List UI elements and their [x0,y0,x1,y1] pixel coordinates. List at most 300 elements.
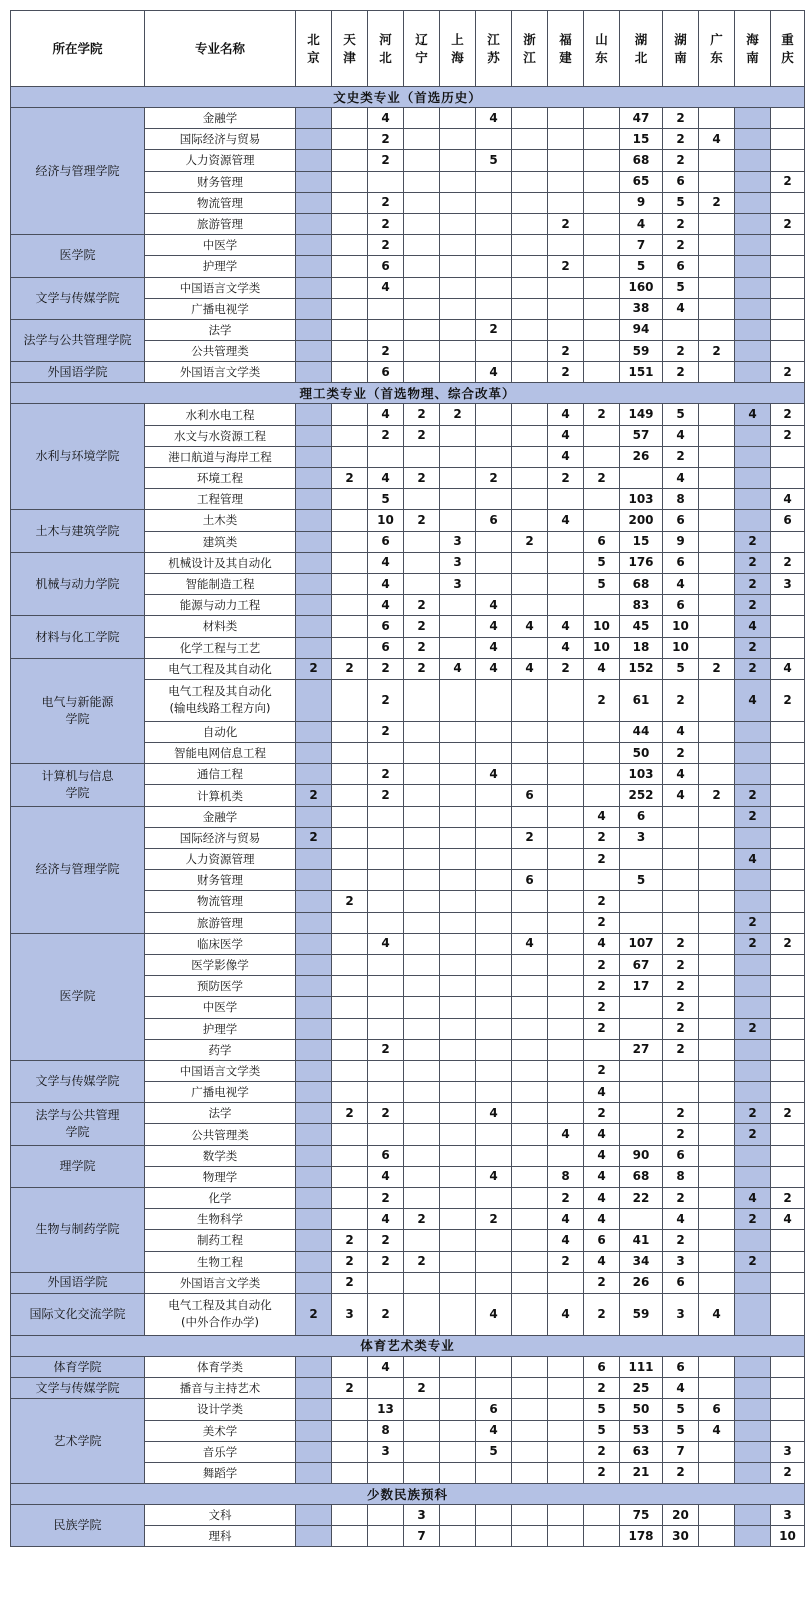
cell-text-line: 智能制造工程 [185,577,255,592]
quota-cell [404,1103,440,1124]
quota-cell [440,1526,476,1547]
major-name-cell [145,1272,296,1293]
major-name-cell [145,743,296,764]
quota-cell [332,298,368,319]
quota-cell [368,997,404,1018]
quota-cell [771,108,805,129]
quota-cell [296,235,332,256]
major-name-cell [145,468,296,489]
quota-cell: 8 [548,1166,584,1187]
quota-cell [548,1082,584,1103]
quota-cell: 2 [404,468,440,489]
quota-cell [735,1441,771,1462]
quota-cell: 2 [584,891,620,912]
cell-text-line: 体育学类 [197,1360,243,1375]
major-name-cell [145,1230,296,1251]
quota-cell: 7 [663,1441,699,1462]
quota-cell [296,997,332,1018]
quota-cell [368,806,404,827]
quota-cell [296,1378,332,1399]
quota-cell [296,213,332,234]
quota-cell: 59 [620,341,663,362]
quota-cell [771,1420,805,1441]
cell-text-line: 外国语学院 [47,1275,108,1290]
quota-cell: 2 [332,1378,368,1399]
cell-text-line: 医学院 [59,989,96,1004]
quota-cell [440,595,476,616]
quota-cell: 5 [663,658,699,679]
quota-cell [512,573,548,594]
quota-cell [404,679,440,721]
quota-cell [699,319,735,340]
quota-cell [584,256,620,277]
quota-cell [296,764,332,785]
quota-cell [512,1293,548,1335]
quota-cell [404,870,440,891]
quota-cell: 4 [548,1293,584,1335]
quota-cell [512,446,548,467]
quota-cell [735,891,771,912]
quota-cell [440,108,476,129]
quota-cell: 75 [620,1505,663,1526]
quota-cell: 4 [735,616,771,637]
quota-cell [332,510,368,531]
quota-cell: 6 [512,870,548,891]
quota-cell: 2 [663,933,699,954]
quota-cell [440,721,476,742]
cell-text-line: 经济与管理学院 [35,862,120,877]
quota-cell [699,679,735,721]
province-header-char: 北 [634,49,648,65]
quota-cell [663,827,699,848]
quota-cell [735,1399,771,1420]
quota-cell [699,743,735,764]
province-header-char: 建 [559,49,572,65]
quota-cell [368,743,404,764]
quota-cell [332,1039,368,1060]
province-header-char: 河 [379,31,392,47]
quota-cell [332,404,368,425]
quota-cell [584,213,620,234]
quota-cell: 3 [404,1505,440,1526]
quota-cell [699,256,735,277]
quota-cell [548,764,584,785]
quota-cell: 18 [620,637,663,658]
quota-cell [476,891,512,912]
quota-cell: 5 [584,573,620,594]
quota-cell [584,150,620,171]
quota-cell [512,764,548,785]
cell-text-line: 国际经济与贸易 [179,132,261,147]
quota-cell [771,277,805,298]
quota-cell: 4 [663,721,699,742]
major-name-cell [145,849,296,870]
college-name-cell [11,658,145,764]
quota-cell [332,679,368,721]
quota-cell [476,1018,512,1039]
quota-cell [296,446,332,467]
quota-cell [699,1272,735,1293]
major-name-cell [145,256,296,277]
quota-cell [440,1420,476,1441]
quota-cell [548,1378,584,1399]
quota-cell [699,1145,735,1166]
quota-cell [440,743,476,764]
province-header-char: 天 [343,31,356,47]
quota-cell [512,679,548,721]
quota-cell [332,764,368,785]
cell-text-line: 环境工程 [197,471,243,486]
quota-cell [620,1209,663,1230]
cell-text-line: 艺术学院 [53,1433,102,1448]
quota-cell [512,277,548,298]
quota-cell [771,1399,805,1420]
quota-cell: 103 [620,489,663,510]
quota-cell: 3 [620,827,663,848]
quota-cell [735,1293,771,1335]
quota-cell [440,1060,476,1081]
quota-cell [404,1060,440,1081]
table-row [11,1103,805,1124]
quota-cell [440,870,476,891]
quota-cell [699,827,735,848]
quota-cell [512,954,548,975]
quota-cell [476,1251,512,1272]
province-header-char: 北 [307,31,320,47]
quota-cell: 2 [548,658,584,679]
quota-cell [296,1251,332,1272]
quota-cell [404,171,440,192]
quota-cell [440,1462,476,1483]
quota-cell [699,510,735,531]
college-name-cell [11,510,145,552]
quota-cell [368,849,404,870]
table-header-row [11,11,805,87]
quota-cell: 53 [620,1420,663,1441]
quota-cell [296,933,332,954]
major-name-cell [145,1293,296,1335]
quota-cell [548,298,584,319]
quota-cell [440,806,476,827]
quota-cell [440,150,476,171]
quota-cell [699,362,735,383]
quota-cell: 2 [368,1188,404,1209]
quota-cell [332,827,368,848]
quota-cell [584,510,620,531]
cell-text-line: 能源与动力工程 [179,598,261,613]
quota-cell [296,362,332,383]
quota-cell [735,976,771,997]
table-row [11,1399,805,1420]
quota-cell [296,129,332,150]
quota-cell: 2 [584,1018,620,1039]
quota-cell: 2 [296,658,332,679]
quota-cell [332,171,368,192]
quota-cell: 151 [620,362,663,383]
quota-cell: 2 [548,362,584,383]
quota-cell [548,1526,584,1547]
quota-cell: 2 [663,235,699,256]
province-header-char: 南 [674,49,687,65]
college-name-cell [11,1145,145,1187]
quota-cell [476,235,512,256]
quota-cell [620,1018,663,1039]
quota-cell [512,213,548,234]
quota-cell [296,1399,332,1420]
quota-cell [735,1526,771,1547]
quota-cell [332,552,368,573]
province-column-header [663,11,699,87]
quota-cell [476,1039,512,1060]
quota-cell: 50 [620,1399,663,1420]
quota-cell: 6 [663,552,699,573]
quota-cell: 4 [476,1420,512,1441]
quota-cell: 2 [368,721,404,742]
quota-cell [440,1103,476,1124]
table-row [11,362,805,383]
quota-cell: 2 [584,997,620,1018]
cell-text-line: 经济与管理学院 [35,163,120,178]
quota-cell [512,171,548,192]
quota-cell [476,404,512,425]
quota-cell [771,192,805,213]
quota-cell [548,150,584,171]
quota-cell [771,849,805,870]
quota-cell [584,489,620,510]
table-row [11,1356,805,1377]
quota-cell: 2 [699,192,735,213]
major-name-cell [145,637,296,658]
quota-cell [296,1018,332,1039]
quota-cell: 4 [735,679,771,721]
quota-cell: 3 [440,573,476,594]
quota-cell [296,743,332,764]
major-name-cell [145,1378,296,1399]
quota-cell [440,637,476,658]
quota-cell [476,192,512,213]
quota-cell [771,743,805,764]
quota-cell: 2 [332,1251,368,1272]
quota-cell [512,1018,548,1039]
quota-cell [663,319,699,340]
quota-cell [735,235,771,256]
quota-cell: 61 [620,679,663,721]
quota-cell: 6 [476,510,512,531]
quota-cell: 2 [771,1188,805,1209]
quota-cell: 83 [620,595,663,616]
quota-cell [548,1103,584,1124]
quota-cell [584,319,620,340]
quota-cell [620,1082,663,1103]
quota-cell [771,468,805,489]
quota-cell [296,552,332,573]
quota-cell [548,108,584,129]
table-row [11,1272,805,1293]
quota-cell: 2 [584,1060,620,1081]
quota-cell [699,954,735,975]
quota-cell: 4 [699,1420,735,1441]
quota-cell [476,806,512,827]
quota-cell: 2 [584,1378,620,1399]
cell-text-line: 外国语言文学类 [179,1275,261,1290]
college-name-cell [11,1505,145,1547]
quota-cell [332,1420,368,1441]
quota-cell: 3 [663,1251,699,1272]
quota-cell [296,171,332,192]
quota-cell [332,256,368,277]
quota-cell: 4 [584,1124,620,1145]
enrollment-plan-table-wrapper [10,10,796,1547]
province-header-char: 东 [710,49,723,65]
quota-cell [404,976,440,997]
quota-cell: 2 [584,1462,620,1483]
quota-cell [476,1505,512,1526]
quota-cell: 15 [620,531,663,552]
quota-cell [735,510,771,531]
quota-cell [476,679,512,721]
quota-cell [735,764,771,785]
quota-cell: 2 [368,1103,404,1124]
quota-cell: 6 [584,1230,620,1251]
major-name-cell [145,362,296,383]
quota-cell [404,891,440,912]
college-name-cell [11,1060,145,1102]
quota-cell [476,298,512,319]
college-name-cell [11,552,145,616]
quota-cell [296,277,332,298]
quota-cell [440,1124,476,1145]
major-name-cell [145,976,296,997]
section-title: 文史类专业（首选历史） [11,87,805,108]
quota-cell [368,954,404,975]
quota-cell [512,341,548,362]
quota-cell [699,1039,735,1060]
quota-cell [735,954,771,975]
quota-cell [548,785,584,806]
quota-cell: 2 [404,1251,440,1272]
cell-text-line: 法学 [208,322,232,337]
province-header-char: 苏 [487,49,500,65]
quota-cell [440,425,476,446]
quota-cell [404,489,440,510]
quota-cell [404,256,440,277]
quota-cell [404,806,440,827]
province-column-header [512,11,548,87]
quota-cell [771,721,805,742]
quota-cell: 2 [404,637,440,658]
quota-cell: 6 [663,510,699,531]
quota-cell [584,1505,620,1526]
quota-cell [440,510,476,531]
quota-cell [332,531,368,552]
quota-cell: 5 [663,277,699,298]
major-column-header: 专业名称 [145,11,296,87]
quota-cell: 2 [404,658,440,679]
quota-cell [368,446,404,467]
quota-cell [296,468,332,489]
cell-text-line: 机械设计及其自动化 [168,555,272,570]
quota-cell: 13 [368,1399,404,1420]
major-name-cell [145,510,296,531]
quota-cell: 6 [663,1145,699,1166]
quota-cell: 2 [735,933,771,954]
major-name-cell [145,446,296,467]
major-name-cell [145,1399,296,1420]
quota-cell: 2 [735,1209,771,1230]
quota-cell: 4 [548,1124,584,1145]
quota-cell [332,976,368,997]
quota-cell [476,827,512,848]
quota-cell [440,912,476,933]
quota-cell [404,573,440,594]
quota-cell: 2 [368,341,404,362]
quota-cell: 4 [584,658,620,679]
quota-cell [332,997,368,1018]
quota-cell: 6 [584,531,620,552]
quota-cell [699,1209,735,1230]
quota-cell [368,976,404,997]
cell-text-line: 旅游管理 [197,217,243,232]
province-column-header [620,11,663,87]
quota-cell: 4 [663,1378,699,1399]
quota-cell: 68 [620,150,663,171]
major-name-cell [145,1251,296,1272]
quota-cell: 2 [735,1018,771,1039]
quota-cell: 2 [663,743,699,764]
quota-cell [476,446,512,467]
quota-cell [476,997,512,1018]
quota-cell: 2 [368,1251,404,1272]
quota-cell [584,721,620,742]
quota-cell: 2 [296,785,332,806]
quota-cell [771,150,805,171]
major-name-cell [145,806,296,827]
quota-cell [512,1230,548,1251]
quota-cell [440,171,476,192]
quota-cell: 2 [663,150,699,171]
quota-cell [512,319,548,340]
quota-cell: 149 [620,404,663,425]
quota-cell: 2 [476,1209,512,1230]
quota-cell: 4 [663,425,699,446]
quota-cell [699,933,735,954]
quota-cell [512,489,548,510]
quota-cell [699,552,735,573]
province-column-header [440,11,476,87]
province-header-char: 京 [307,49,320,65]
quota-cell [368,1018,404,1039]
quota-cell [296,1145,332,1166]
quota-cell [296,637,332,658]
quota-cell [296,806,332,827]
quota-cell: 4 [512,933,548,954]
quota-cell: 5 [620,870,663,891]
quota-cell [476,1526,512,1547]
quota-cell [735,997,771,1018]
quota-cell: 4 [663,785,699,806]
quota-cell [332,129,368,150]
quota-cell [584,425,620,446]
quota-cell [296,912,332,933]
major-name-cell [145,1124,296,1145]
quota-cell [548,912,584,933]
quota-cell: 67 [620,954,663,975]
quota-cell: 2 [404,1378,440,1399]
major-name-cell [145,891,296,912]
province-column-header [332,11,368,87]
table-row [11,1188,805,1209]
quota-cell: 2 [332,1103,368,1124]
